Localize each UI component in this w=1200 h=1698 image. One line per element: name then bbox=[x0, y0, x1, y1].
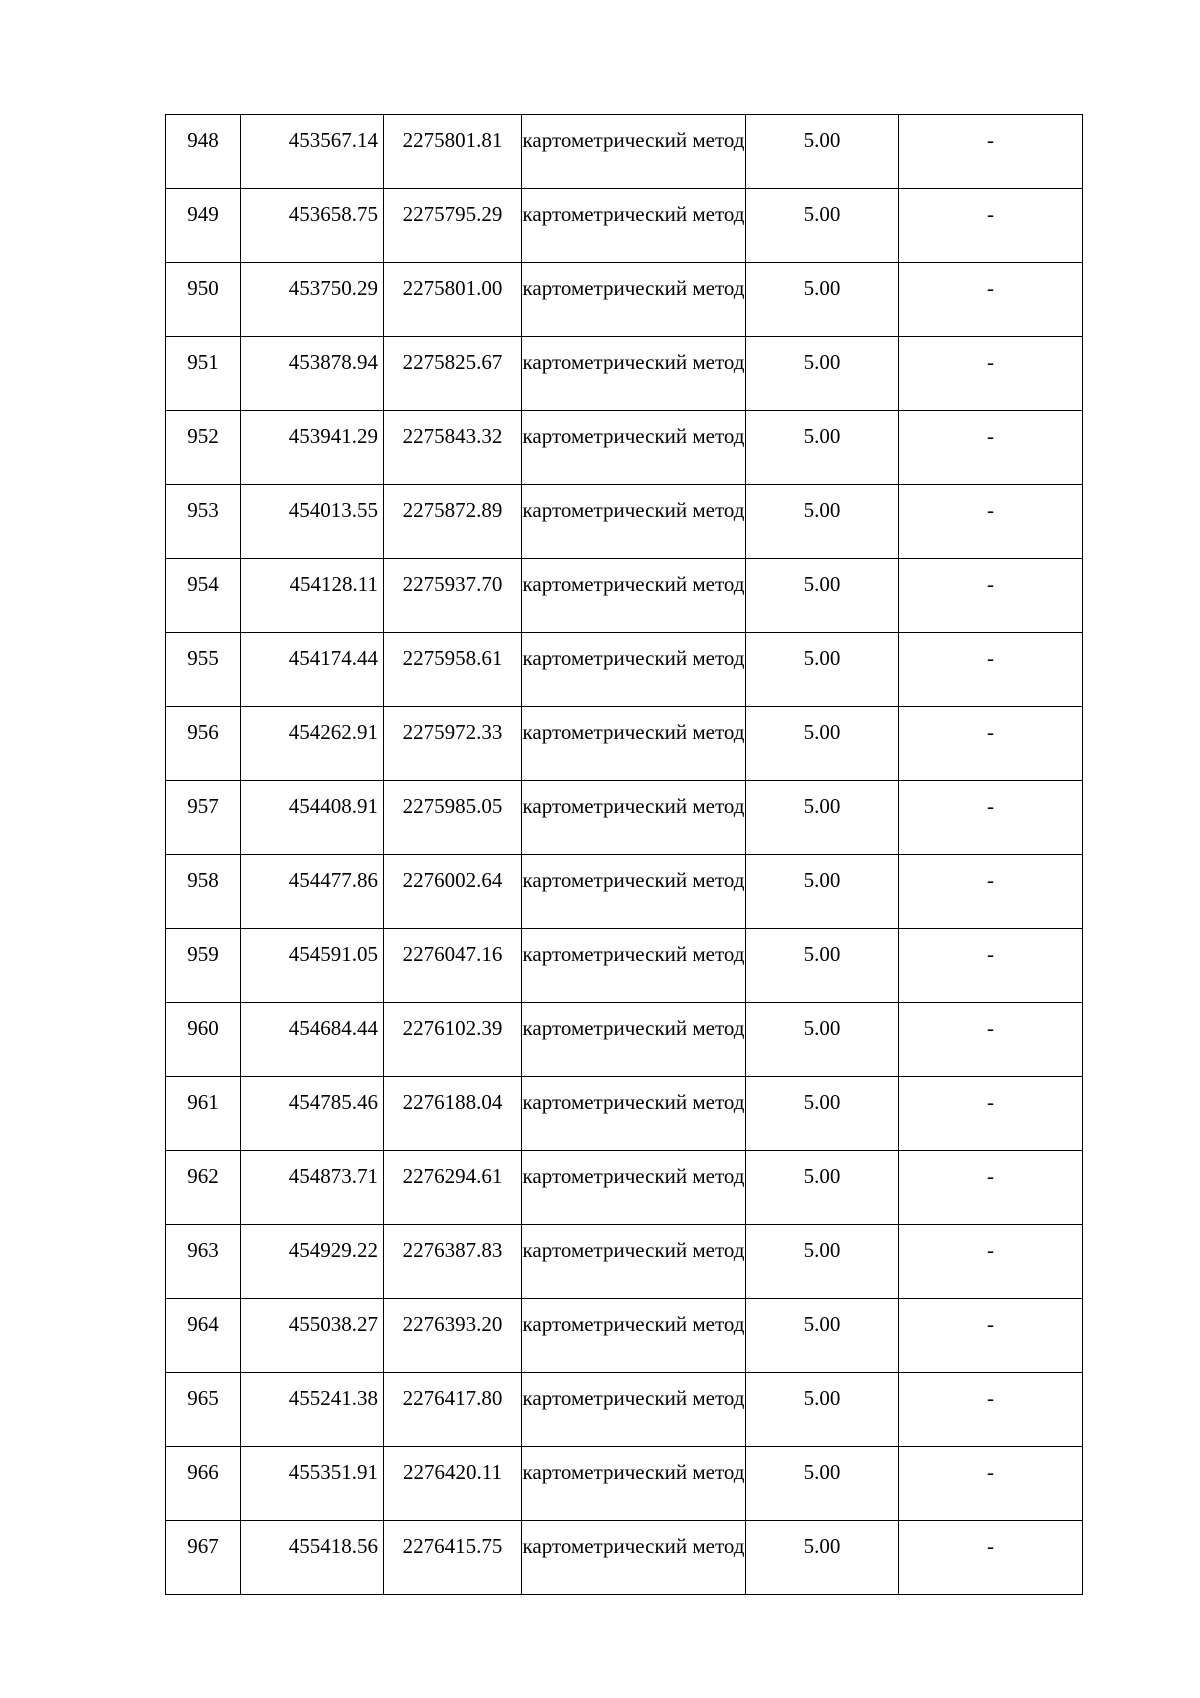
point-number-cell-text: 967 bbox=[187, 1534, 219, 1558]
x-coordinate-cell-text: 454591.05 bbox=[288, 942, 378, 966]
x-coordinate-cell bbox=[241, 781, 384, 855]
method-cell-text: картометрический метод bbox=[522, 942, 745, 966]
method-cell-text: картометрический метод bbox=[522, 572, 745, 596]
x-coordinate-cell-text: 454684.44 bbox=[288, 1016, 378, 1040]
accuracy-cell bbox=[746, 929, 899, 1003]
method-cell bbox=[522, 1151, 746, 1225]
y-coordinate-cell-text: 2275795.29 bbox=[402, 202, 503, 226]
y-coordinate-cell bbox=[384, 929, 522, 1003]
accuracy-cell bbox=[746, 855, 899, 929]
accuracy-cell-text: 5.00 bbox=[803, 646, 841, 670]
description-cell-text: - bbox=[987, 646, 994, 670]
table-row bbox=[166, 1447, 1083, 1521]
y-coordinate-cell bbox=[384, 633, 522, 707]
accuracy-cell bbox=[746, 189, 899, 263]
y-coordinate-cell bbox=[384, 1373, 522, 1447]
description-cell bbox=[899, 1151, 1083, 1225]
x-coordinate-cell-text: 454408.91 bbox=[288, 794, 378, 818]
description-cell bbox=[899, 929, 1083, 1003]
method-cell bbox=[522, 781, 746, 855]
point-number-cell-text: 955 bbox=[187, 646, 219, 670]
accuracy-cell bbox=[746, 781, 899, 855]
x-coordinate-cell-text: 453878.94 bbox=[288, 350, 378, 374]
accuracy-cell bbox=[746, 1447, 899, 1521]
point-number-cell-text: 949 bbox=[187, 202, 219, 226]
method-cell bbox=[522, 1225, 746, 1299]
y-coordinate-cell-text: 2275937.70 bbox=[402, 572, 503, 596]
description-cell bbox=[899, 781, 1083, 855]
description-cell bbox=[899, 855, 1083, 929]
table-row bbox=[166, 189, 1083, 263]
x-coordinate-cell bbox=[241, 1151, 384, 1225]
y-coordinate-cell bbox=[384, 1299, 522, 1373]
table-row bbox=[166, 263, 1083, 337]
y-coordinate-cell bbox=[384, 263, 522, 337]
point-number-cell bbox=[166, 1225, 241, 1299]
point-number-cell-text: 951 bbox=[187, 350, 219, 374]
x-coordinate-cell bbox=[241, 633, 384, 707]
accuracy-cell-text: 5.00 bbox=[803, 424, 841, 448]
method-cell-text: картометрический метод bbox=[522, 1460, 745, 1484]
y-coordinate-cell-text: 2275872.89 bbox=[402, 498, 503, 522]
point-number-cell-text: 966 bbox=[187, 1460, 219, 1484]
accuracy-cell bbox=[746, 633, 899, 707]
y-coordinate-cell bbox=[384, 411, 522, 485]
description-cell bbox=[899, 1225, 1083, 1299]
description-cell-text: - bbox=[987, 720, 994, 744]
description-cell-text: - bbox=[987, 1312, 994, 1336]
method-cell bbox=[522, 855, 746, 929]
method-cell bbox=[522, 1077, 746, 1151]
method-cell-text: картометрический метод bbox=[522, 720, 745, 744]
accuracy-cell bbox=[746, 1151, 899, 1225]
table-row bbox=[166, 1299, 1083, 1373]
accuracy-cell bbox=[746, 411, 899, 485]
point-number-cell bbox=[166, 337, 241, 411]
method-cell bbox=[522, 1373, 746, 1447]
accuracy-cell-text: 5.00 bbox=[803, 276, 841, 300]
method-cell-text: картометрический метод bbox=[522, 350, 745, 374]
method-cell-text: картометрический метод bbox=[522, 276, 745, 300]
x-coordinate-cell bbox=[241, 1299, 384, 1373]
table-row bbox=[166, 485, 1083, 559]
description-cell bbox=[899, 633, 1083, 707]
accuracy-cell bbox=[746, 1521, 899, 1595]
table-row bbox=[166, 1521, 1083, 1595]
method-cell bbox=[522, 559, 746, 633]
y-coordinate-cell bbox=[384, 1225, 522, 1299]
description-cell bbox=[899, 559, 1083, 633]
x-coordinate-cell bbox=[241, 189, 384, 263]
method-cell bbox=[522, 633, 746, 707]
method-cell bbox=[522, 1447, 746, 1521]
description-cell-text: - bbox=[987, 1534, 994, 1558]
table-row bbox=[166, 929, 1083, 1003]
point-number-cell bbox=[166, 115, 241, 189]
x-coordinate-cell-text: 453750.29 bbox=[288, 276, 378, 300]
method-cell-text: картометрический метод bbox=[522, 1238, 745, 1262]
point-number-cell bbox=[166, 1299, 241, 1373]
description-cell bbox=[899, 189, 1083, 263]
point-number-cell-text: 956 bbox=[187, 720, 219, 744]
table-row bbox=[166, 1373, 1083, 1447]
method-cell bbox=[522, 337, 746, 411]
method-cell-text: картометрический метод bbox=[522, 1090, 745, 1114]
accuracy-cell bbox=[746, 1077, 899, 1151]
table-row bbox=[166, 1225, 1083, 1299]
x-coordinate-cell bbox=[241, 1225, 384, 1299]
description-cell-text: - bbox=[987, 202, 994, 226]
point-number-cell bbox=[166, 1003, 241, 1077]
table-row bbox=[166, 855, 1083, 929]
y-coordinate-cell-text: 2276047.16 bbox=[402, 942, 503, 966]
method-cell-text: картометрический метод bbox=[522, 1534, 745, 1558]
accuracy-cell-text: 5.00 bbox=[803, 572, 841, 596]
table-row bbox=[166, 1003, 1083, 1077]
point-number-cell bbox=[166, 1373, 241, 1447]
accuracy-cell-text: 5.00 bbox=[803, 1312, 841, 1336]
x-coordinate-cell-text: 454873.71 bbox=[288, 1164, 378, 1188]
x-coordinate-cell bbox=[241, 411, 384, 485]
x-coordinate-cell-text: 454785.46 bbox=[288, 1090, 378, 1114]
method-cell-text: картометрический метод bbox=[522, 868, 745, 892]
description-cell-text: - bbox=[987, 424, 994, 448]
accuracy-cell-text: 5.00 bbox=[803, 1460, 841, 1484]
x-coordinate-cell bbox=[241, 1373, 384, 1447]
description-cell-text: - bbox=[987, 572, 994, 596]
accuracy-cell bbox=[746, 337, 899, 411]
x-coordinate-cell bbox=[241, 559, 384, 633]
description-cell-text: - bbox=[987, 794, 994, 818]
y-coordinate-cell-text: 2276102.39 bbox=[402, 1016, 503, 1040]
description-cell bbox=[899, 1447, 1083, 1521]
description-cell bbox=[899, 707, 1083, 781]
x-coordinate-cell bbox=[241, 1521, 384, 1595]
y-coordinate-cell-text: 2276002.64 bbox=[402, 868, 503, 892]
x-coordinate-cell-text: 455038.27 bbox=[288, 1312, 378, 1336]
accuracy-cell bbox=[746, 559, 899, 633]
point-number-cell bbox=[166, 1077, 241, 1151]
x-coordinate-cell-text: 453567.14 bbox=[288, 128, 378, 152]
accuracy-cell-text: 5.00 bbox=[803, 1164, 841, 1188]
accuracy-cell bbox=[746, 1299, 899, 1373]
accuracy-cell bbox=[746, 485, 899, 559]
description-cell-text: - bbox=[987, 1238, 994, 1262]
accuracy-cell bbox=[746, 707, 899, 781]
accuracy-cell-text: 5.00 bbox=[803, 128, 841, 152]
method-cell bbox=[522, 1003, 746, 1077]
x-coordinate-cell bbox=[241, 337, 384, 411]
table-row bbox=[166, 411, 1083, 485]
point-number-cell bbox=[166, 263, 241, 337]
y-coordinate-cell-text: 2276387.83 bbox=[402, 1238, 503, 1262]
description-cell bbox=[899, 485, 1083, 559]
accuracy-cell-text: 5.00 bbox=[803, 1016, 841, 1040]
table-row bbox=[166, 559, 1083, 633]
description-cell-text: - bbox=[987, 1016, 994, 1040]
method-cell-text: картометрический метод bbox=[522, 498, 745, 522]
y-coordinate-cell-text: 2275801.81 bbox=[402, 128, 503, 152]
x-coordinate-cell bbox=[241, 115, 384, 189]
accuracy-cell-text: 5.00 bbox=[803, 498, 841, 522]
y-coordinate-cell-text: 2276415.75 bbox=[402, 1534, 503, 1558]
point-number-cell bbox=[166, 707, 241, 781]
x-coordinate-cell bbox=[241, 855, 384, 929]
description-cell bbox=[899, 411, 1083, 485]
method-cell bbox=[522, 189, 746, 263]
description-cell-text: - bbox=[987, 1460, 994, 1484]
point-number-cell bbox=[166, 929, 241, 1003]
x-coordinate-cell-text: 454929.22 bbox=[288, 1238, 378, 1262]
x-coordinate-cell-text: 453941.29 bbox=[288, 424, 378, 448]
point-number-cell-text: 964 bbox=[187, 1312, 219, 1336]
coordinates-table bbox=[165, 114, 1083, 1595]
method-cell-text: картометрический метод bbox=[522, 1164, 745, 1188]
accuracy-cell-text: 5.00 bbox=[803, 720, 841, 744]
description-cell-text: - bbox=[987, 128, 994, 152]
x-coordinate-cell-text: 453658.75 bbox=[288, 202, 378, 226]
x-coordinate-cell bbox=[241, 929, 384, 1003]
accuracy-cell bbox=[746, 263, 899, 337]
description-cell bbox=[899, 337, 1083, 411]
y-coordinate-cell-text: 2275972.33 bbox=[402, 720, 503, 744]
x-coordinate-cell-text: 455351.91 bbox=[288, 1460, 378, 1484]
description-cell-text: - bbox=[987, 498, 994, 522]
table-row bbox=[166, 337, 1083, 411]
y-coordinate-cell-text: 2276393.20 bbox=[402, 1312, 503, 1336]
description-cell bbox=[899, 1373, 1083, 1447]
coordinates-table-body bbox=[166, 115, 1083, 1595]
point-number-cell bbox=[166, 855, 241, 929]
method-cell-text: картометрический метод bbox=[522, 794, 745, 818]
x-coordinate-cell bbox=[241, 1077, 384, 1151]
method-cell bbox=[522, 1299, 746, 1373]
accuracy-cell-text: 5.00 bbox=[803, 942, 841, 966]
accuracy-cell-text: 5.00 bbox=[803, 350, 841, 374]
x-coordinate-cell bbox=[241, 1447, 384, 1521]
y-coordinate-cell bbox=[384, 1151, 522, 1225]
y-coordinate-cell bbox=[384, 115, 522, 189]
x-coordinate-cell bbox=[241, 707, 384, 781]
point-number-cell bbox=[166, 1151, 241, 1225]
description-cell-text: - bbox=[987, 1386, 994, 1410]
x-coordinate-cell bbox=[241, 485, 384, 559]
description-cell-text: - bbox=[987, 942, 994, 966]
accuracy-cell-text: 5.00 bbox=[803, 794, 841, 818]
point-number-cell bbox=[166, 1447, 241, 1521]
accuracy-cell-text: 5.00 bbox=[803, 1090, 841, 1114]
table-row bbox=[166, 1077, 1083, 1151]
method-cell-text: картометрический метод bbox=[522, 646, 745, 670]
point-number-cell-text: 962 bbox=[187, 1164, 219, 1188]
x-coordinate-cell bbox=[241, 1003, 384, 1077]
y-coordinate-cell-text: 2276420.11 bbox=[403, 1460, 502, 1484]
table-row bbox=[166, 115, 1083, 189]
description-cell-text: - bbox=[987, 1090, 994, 1114]
method-cell-text: картометрический метод bbox=[522, 1016, 745, 1040]
description-cell bbox=[899, 1003, 1083, 1077]
table-row bbox=[166, 633, 1083, 707]
accuracy-cell-text: 5.00 bbox=[803, 202, 841, 226]
x-coordinate-cell bbox=[241, 263, 384, 337]
method-cell-text: картометрический метод bbox=[522, 424, 745, 448]
x-coordinate-cell-text: 454128.11 bbox=[289, 572, 378, 596]
method-cell bbox=[522, 1521, 746, 1595]
accuracy-cell bbox=[746, 115, 899, 189]
point-number-cell-text: 957 bbox=[187, 794, 219, 818]
accuracy-cell-text: 5.00 bbox=[803, 868, 841, 892]
method-cell-text: картометрический метод bbox=[522, 1386, 745, 1410]
method-cell-text: картометрический метод bbox=[522, 202, 745, 226]
y-coordinate-cell-text: 2275825.67 bbox=[402, 350, 503, 374]
point-number-cell bbox=[166, 781, 241, 855]
y-coordinate-cell-text: 2275843.32 bbox=[402, 424, 503, 448]
description-cell-text: - bbox=[987, 276, 994, 300]
point-number-cell bbox=[166, 1521, 241, 1595]
y-coordinate-cell bbox=[384, 781, 522, 855]
y-coordinate-cell bbox=[384, 1521, 522, 1595]
y-coordinate-cell-text: 2276294.61 bbox=[402, 1164, 503, 1188]
point-number-cell-text: 948 bbox=[187, 128, 219, 152]
description-cell-text: - bbox=[987, 350, 994, 374]
y-coordinate-cell bbox=[384, 485, 522, 559]
point-number-cell-text: 952 bbox=[187, 424, 219, 448]
x-coordinate-cell-text: 454013.55 bbox=[288, 498, 378, 522]
description-cell bbox=[899, 1077, 1083, 1151]
accuracy-cell-text: 5.00 bbox=[803, 1534, 841, 1558]
method-cell bbox=[522, 485, 746, 559]
y-coordinate-cell bbox=[384, 1077, 522, 1151]
y-coordinate-cell bbox=[384, 337, 522, 411]
accuracy-cell-text: 5.00 bbox=[803, 1238, 841, 1262]
table-row bbox=[166, 781, 1083, 855]
method-cell bbox=[522, 115, 746, 189]
y-coordinate-cell-text: 2275801.00 bbox=[402, 276, 503, 300]
y-coordinate-cell-text: 2276188.04 bbox=[402, 1090, 503, 1114]
table-row bbox=[166, 1151, 1083, 1225]
point-number-cell bbox=[166, 485, 241, 559]
method-cell bbox=[522, 263, 746, 337]
point-number-cell-text: 950 bbox=[187, 276, 219, 300]
point-number-cell bbox=[166, 559, 241, 633]
method-cell-text: картометрический метод bbox=[522, 1312, 745, 1336]
y-coordinate-cell-text: 2276417.80 bbox=[402, 1386, 503, 1410]
x-coordinate-cell-text: 454477.86 bbox=[288, 868, 378, 892]
point-number-cell-text: 953 bbox=[187, 498, 219, 522]
point-number-cell-text: 963 bbox=[187, 1238, 219, 1262]
x-coordinate-cell-text: 455241.38 bbox=[288, 1386, 378, 1410]
description-cell bbox=[899, 1521, 1083, 1595]
y-coordinate-cell-text: 2275958.61 bbox=[402, 646, 503, 670]
point-number-cell-text: 960 bbox=[187, 1016, 219, 1040]
description-cell bbox=[899, 115, 1083, 189]
point-number-cell bbox=[166, 189, 241, 263]
accuracy-cell bbox=[746, 1225, 899, 1299]
y-coordinate-cell bbox=[384, 707, 522, 781]
description-cell-text: - bbox=[987, 868, 994, 892]
y-coordinate-cell bbox=[384, 1003, 522, 1077]
point-number-cell bbox=[166, 633, 241, 707]
y-coordinate-cell bbox=[384, 559, 522, 633]
x-coordinate-cell-text: 454262.91 bbox=[288, 720, 378, 744]
description-cell bbox=[899, 1299, 1083, 1373]
point-number-cell-text: 954 bbox=[187, 572, 219, 596]
point-number-cell-text: 961 bbox=[187, 1090, 219, 1114]
accuracy-cell bbox=[746, 1003, 899, 1077]
method-cell bbox=[522, 411, 746, 485]
y-coordinate-cell bbox=[384, 855, 522, 929]
method-cell bbox=[522, 929, 746, 1003]
method-cell-text: картометрический метод bbox=[522, 128, 745, 152]
point-number-cell-text: 959 bbox=[187, 942, 219, 966]
y-coordinate-cell-text: 2275985.05 bbox=[402, 794, 503, 818]
table-row bbox=[166, 707, 1083, 781]
x-coordinate-cell-text: 454174.44 bbox=[288, 646, 378, 670]
point-number-cell-text: 958 bbox=[187, 868, 219, 892]
point-number-cell bbox=[166, 411, 241, 485]
point-number-cell-text: 965 bbox=[187, 1386, 219, 1410]
y-coordinate-cell bbox=[384, 189, 522, 263]
x-coordinate-cell-text: 455418.56 bbox=[288, 1534, 378, 1558]
method-cell bbox=[522, 707, 746, 781]
accuracy-cell bbox=[746, 1373, 899, 1447]
description-cell bbox=[899, 263, 1083, 337]
description-cell-text: - bbox=[987, 1164, 994, 1188]
accuracy-cell-text: 5.00 bbox=[803, 1386, 841, 1410]
y-coordinate-cell bbox=[384, 1447, 522, 1521]
